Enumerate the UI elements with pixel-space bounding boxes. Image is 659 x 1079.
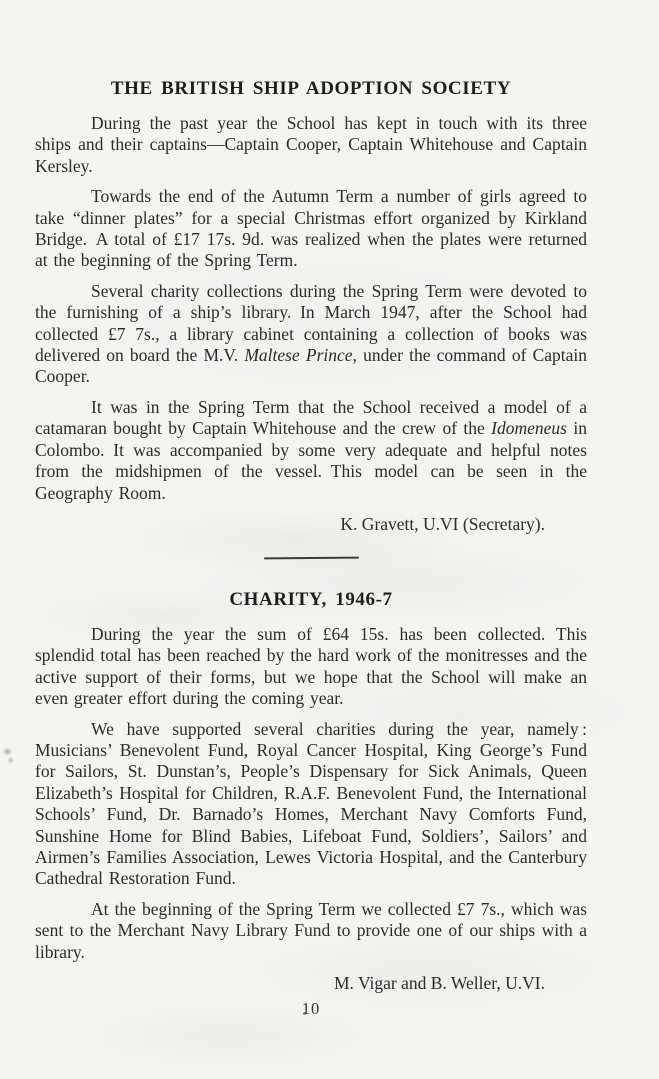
paragraph: At the beginning of the Spring Term we collected £7 7s., which was sent to the Merchant Navy Library Fund to provide one of our ships with a library.	[35, 898, 587, 962]
article1-title: THE BRITISH SHIP ADOPTION SOCIETY	[110, 78, 512, 99]
ink-smudge	[1, 745, 17, 767]
article2-signature: M. Vigar and B. Weller, U.VI.	[333, 973, 545, 993]
paragraph: During the past year the School has kept in touch with its three ships and their captains—Captain Cooper, Captain Whitehouse and Captain Kersley.	[35, 113, 587, 176]
paragraph: During the year the sum of £64 15s. has been collected. This splendid total has been reached by the hard work of the monitresses and the active support of their forms, but we hope that the School will make an even greater effort during the coming year.	[35, 623, 587, 709]
paragraph: Several charity collections during the Spring Term were devoted to the furnishing of a ship’s library. In March 1947, after the School had collected £7 7s., a library cabinet containing a collection of books was delivered on board the M.V. Maltese Prince, under the command of Captain Cooper.	[35, 280, 587, 387]
paragraph: We have supported several charities during the year, namely : Musicians’ Benevolent Fund, Royal Cancer Hospital, King George’s Fund for Sailors, St. Dunstan’s, People’s Dispensary for Sick Animals, Queen Elizabeth’s Hospital for Children, R.A.F. Benevolent Fund, the International Schools’ Fund, Dr. Barnado’s Homes, Merchant Navy Comforts Fund, Sunshine Home for Blind Babies, Lifeboat Fund, Soldiers’, Sailors’ and Airmen’s Families Association, Lewes Victoria Hospital, and the Canterbury Cathedral Restoration Fund.	[35, 718, 587, 889]
paragraph: It was in the Spring Term that the School received a model of a catamaran bought by Captain Whitehouse and the crew of the Idomeneus in Colombo. It was accompanied by some very adequate and helpful notes from the midshipmen of the vessel. This model can be seen in the Geography Room.	[35, 396, 587, 503]
article2-title: CHARITY, 1946-7	[229, 588, 393, 610]
section-divider-rule	[263, 557, 358, 560]
paragraph: Towards the end of the Autumn Term a number of girls agreed to take “dinner plates” for a special Christmas effort organized by Kirkland Bridge. A total of £17 17s. 9d. was realized when the plates were returned at the beginning of the Spring Term.	[35, 186, 587, 271]
text-block	[35, 0, 587, 1019]
page-number: 10	[301, 999, 321, 1018]
article1-signature: K. Gravett, U.VI (Secretary).	[340, 513, 545, 534]
